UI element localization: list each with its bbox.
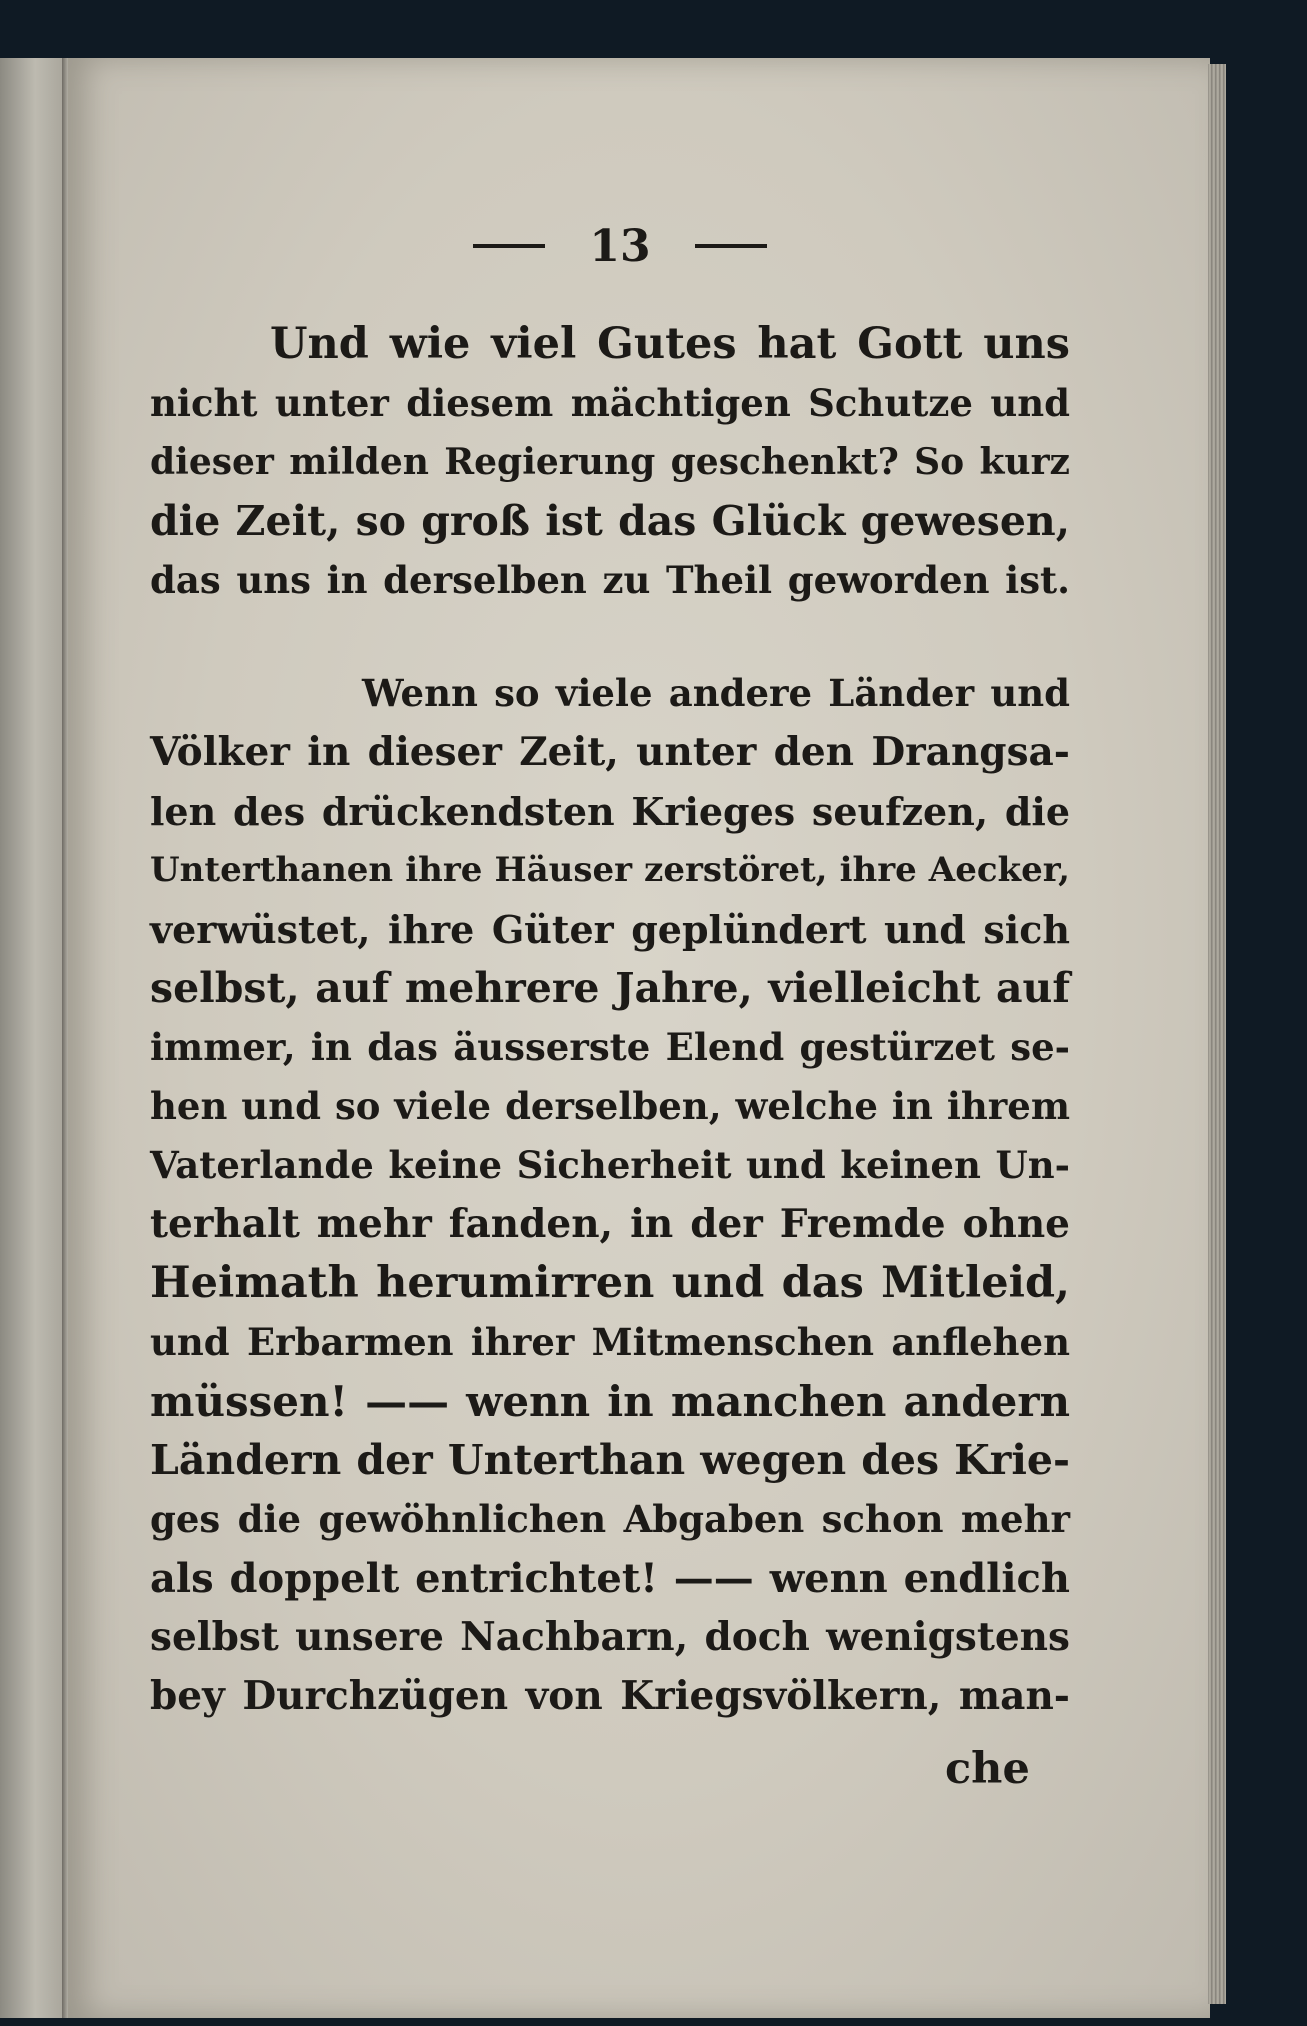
text-line: Ländern der Unterthan wegen des Krie-: [150, 1436, 1070, 1484]
text-line: terhalt mehr fanden, in der Fremde ohne: [150, 1201, 1070, 1247]
text-line: Unterthanen ihre Häuser zerstöret, ihre Aecker,: [150, 850, 1070, 890]
paragraph-2: [150, 664, 1070, 1726]
paragraph-1: [150, 315, 1070, 610]
text-line: die Zeit, so groß ist das Glück gewesen,: [150, 497, 1070, 545]
text-line: müssen! —— wenn in manchen andern: [150, 1377, 1070, 1426]
text-line: selbst, auf mehrere Jahre, vielleicht auf: [150, 964, 1070, 1012]
header-rule-right: [695, 244, 767, 248]
text-line: und Erbarmen ihrer Mitmenschen anflehen: [150, 1320, 1070, 1364]
text-line: immer, in das äusserste Elend gestürzet se-: [150, 1025, 1070, 1069]
text-line: ges die gewöhnlichen Abgaben schon mehr: [150, 1497, 1070, 1541]
catchword: che: [945, 1744, 1030, 1794]
page-header: [440, 216, 800, 276]
text-line: nicht unter diesem mächtigen Schutze und: [150, 381, 1070, 425]
text-line: bey Durchzügen von Kriegsvölkern, man-: [150, 1673, 1070, 1719]
text-line: Und wie viel Gutes hat Gott uns: [270, 319, 1070, 369]
text-line: hen und so viele derselben, welche in ihrem: [150, 1084, 1070, 1128]
text-line: Vaterlande keine Sicherheit und keinen Un-: [150, 1143, 1070, 1187]
facing-page-edge: [0, 58, 64, 2018]
header-rule-left: [473, 244, 545, 248]
page-number: 13: [589, 220, 651, 272]
body-text: [150, 315, 1070, 1780]
page-block-edges: [1208, 64, 1226, 2004]
text-line: verwüstet, ihre Güter geplündert und sich: [150, 907, 1070, 952]
text-line: das uns in derselben zu Theil geworden ist.: [150, 558, 1070, 602]
text-line: dieser milden Regierung geschenkt? So kurz: [150, 441, 1070, 483]
text-line: Wenn so viele andere Länder und: [362, 671, 1070, 715]
text-line: selbst unsere Nachbarn, doch wenigstens: [150, 1614, 1070, 1660]
text-line: als doppelt entrichtet! —— wenn endlich: [150, 1555, 1070, 1602]
text-line: Völker in dieser Zeit, unter den Drangsa-: [150, 729, 1070, 775]
text-line: len des drückendsten Krieges seufzen, die: [150, 789, 1070, 834]
text-line: Heimath herumirren und das Mitleid,: [150, 1258, 1070, 1308]
